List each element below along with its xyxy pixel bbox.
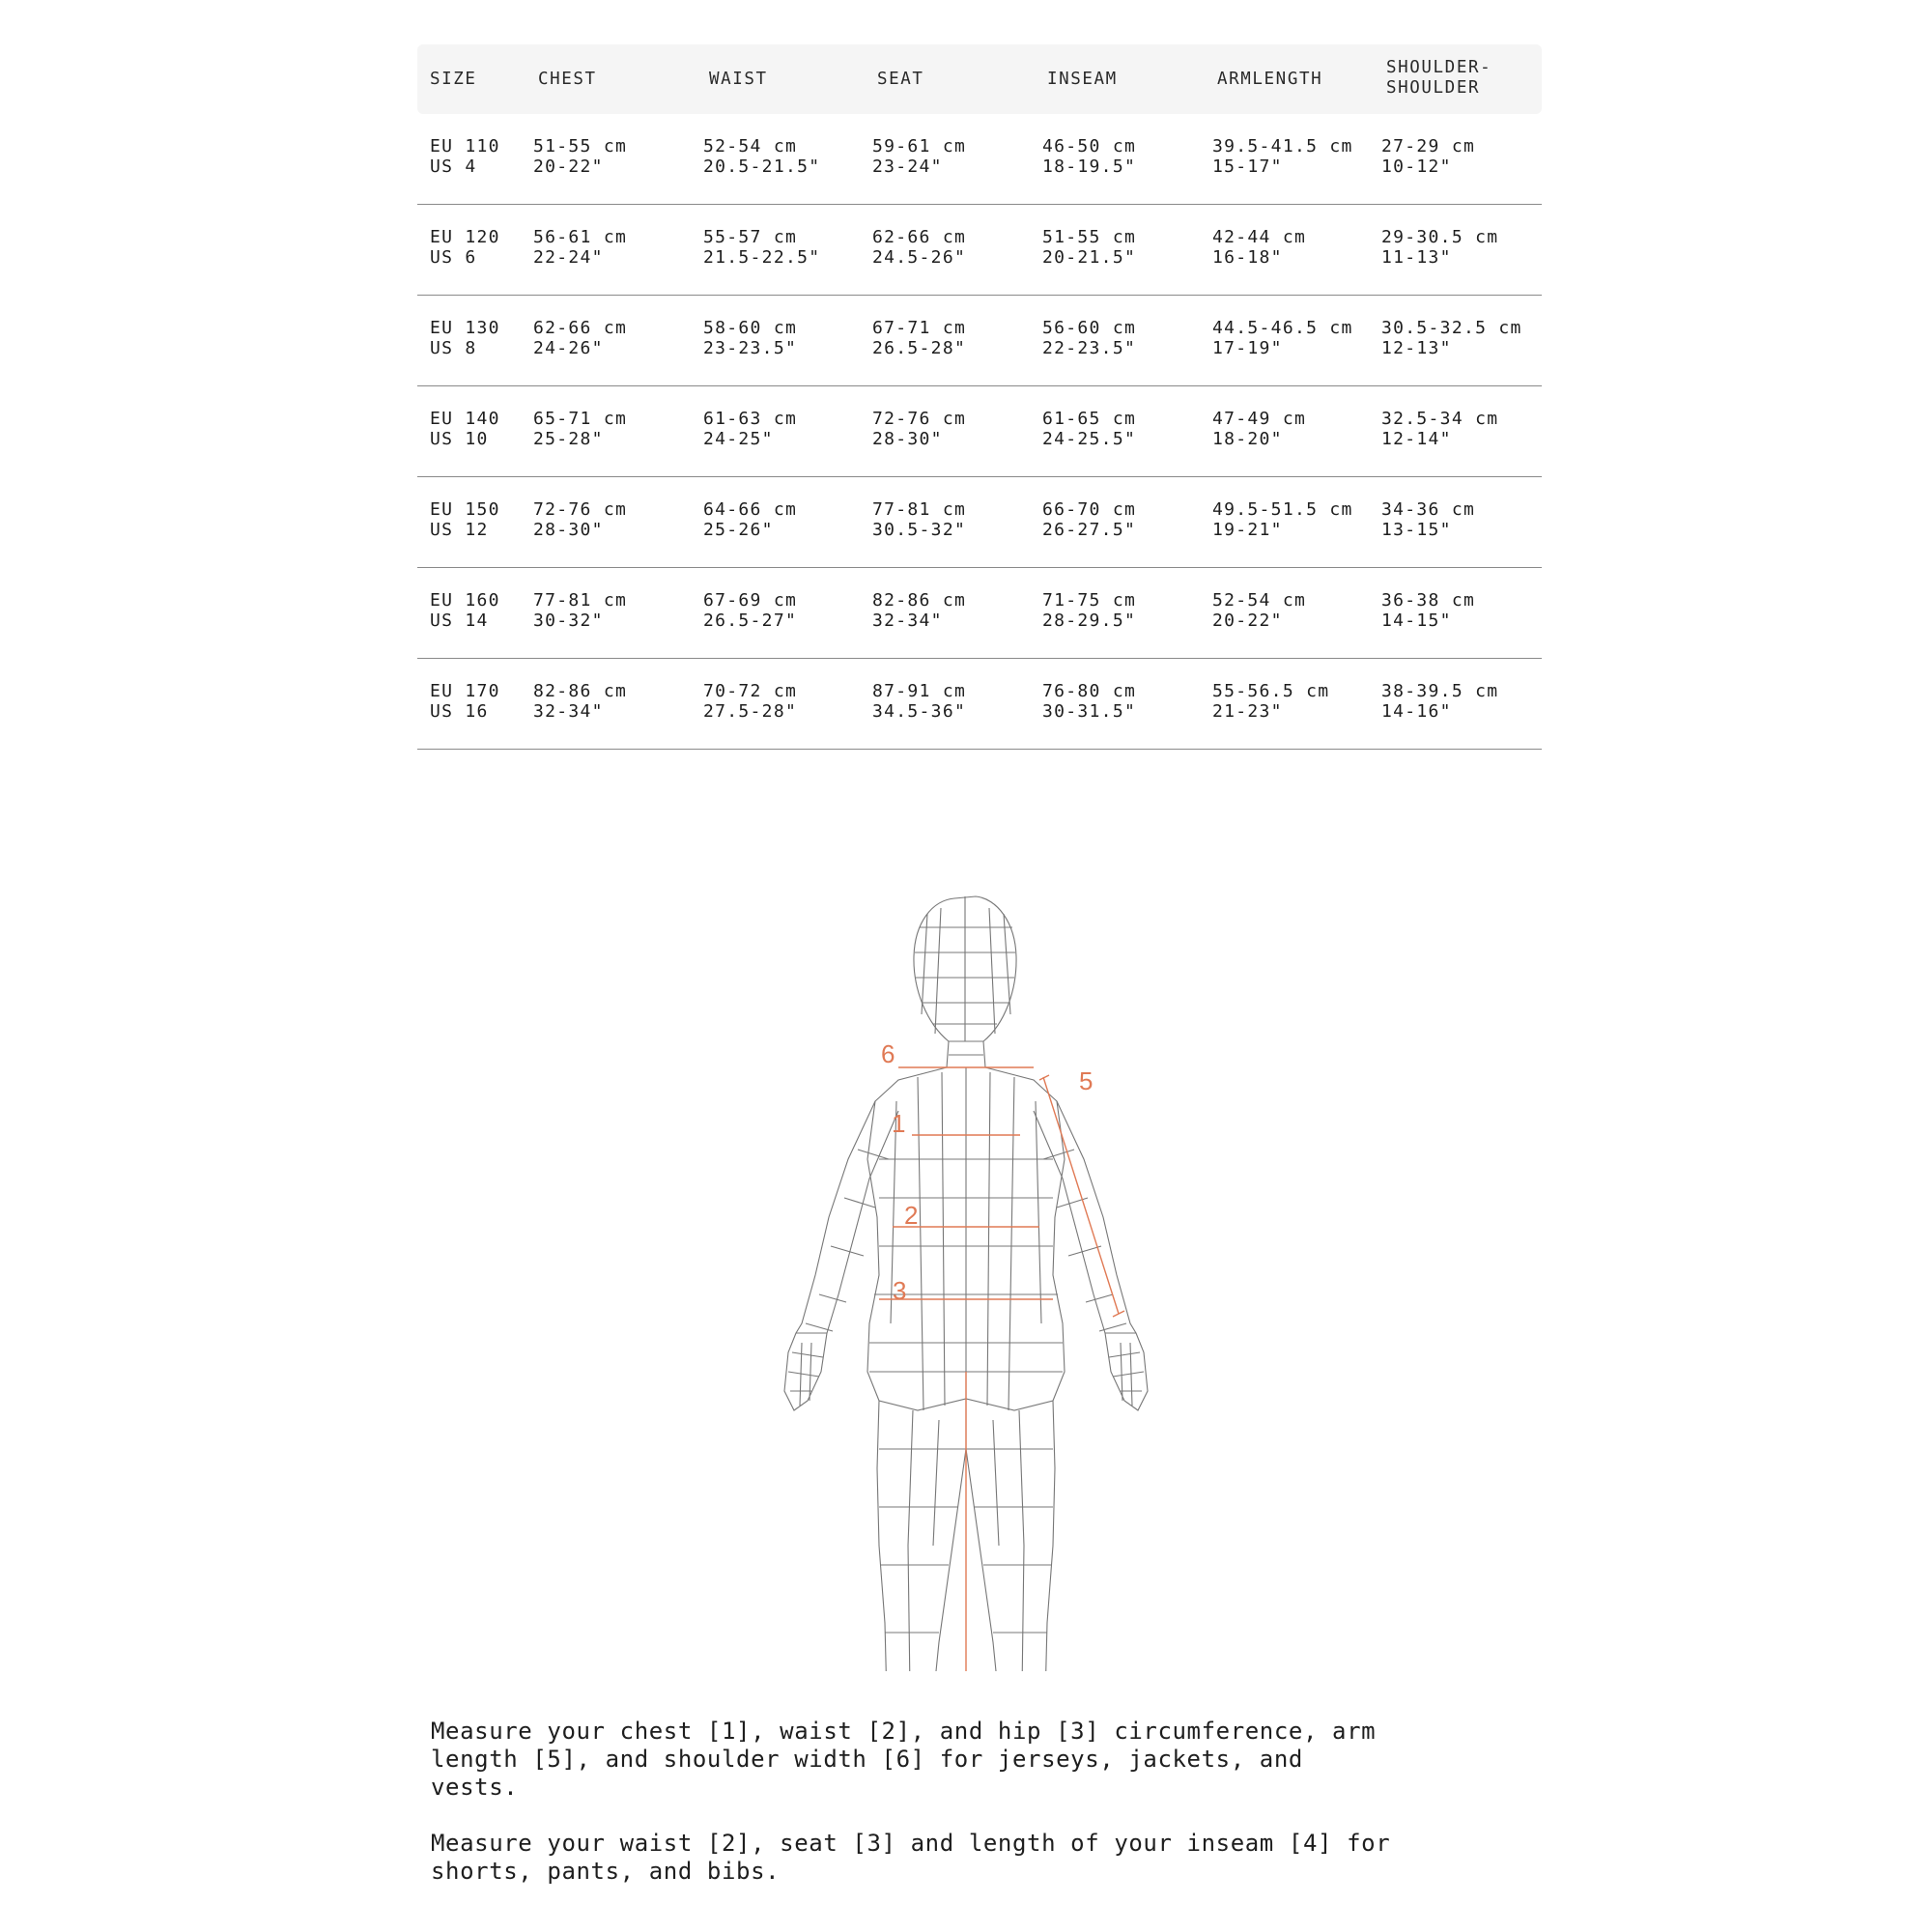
cell-value-metric: 59-61 cm: [872, 136, 967, 156]
cell-value-metric: 55-57 cm: [703, 227, 798, 247]
column-header: [430, 70, 477, 90]
cell-value-metric: 34-36 cm: [1381, 499, 1476, 520]
cell-value-imperial: 32-34": [872, 611, 943, 631]
instructions-tops: Measure your chest [1], waist [2], and hip [3] circumference, arm length [5], and shoulder width [6] for jerseys, jackets, and vests.: [431, 1718, 1377, 1801]
column-header-line: SEAT: [877, 70, 924, 89]
cell-value-imperial: 26-27.5": [1042, 520, 1137, 540]
table-cell: [1381, 136, 1475, 177]
cell-value-imperial: 12-14": [1381, 429, 1452, 449]
cell-value-metric: EU 110: [430, 136, 500, 156]
column-header-line: WAIST: [709, 70, 768, 89]
table-row: [417, 477, 1542, 568]
cell-value-metric: 72-76 cm: [533, 499, 628, 520]
cell-value-imperial: 20-22": [533, 156, 604, 177]
cell-value-metric: 56-61 cm: [533, 227, 628, 247]
cell-value-imperial: 28-29.5": [1042, 611, 1137, 631]
cell-value-metric: 77-81 cm: [533, 590, 628, 611]
table-row: [417, 114, 1542, 205]
column-header: [877, 70, 924, 90]
cell-value-imperial: US 12: [430, 520, 489, 540]
table-cell: [1212, 499, 1353, 540]
table-cell: [533, 227, 627, 268]
table-cell: [1212, 681, 1329, 722]
table-cell: [1381, 409, 1498, 449]
cell-value-imperial: 24.5-26": [872, 247, 967, 268]
table-cell: [872, 227, 966, 268]
table-cell: [1042, 499, 1136, 540]
cell-value-metric: 77-81 cm: [872, 499, 967, 520]
cell-value-metric: 70-72 cm: [703, 681, 798, 701]
cell-value-metric: 58-60 cm: [703, 318, 798, 338]
table-cell: [1042, 136, 1136, 177]
cell-value-imperial: 20-21.5": [1042, 247, 1137, 268]
column-header: [1217, 70, 1322, 90]
cell-value-imperial: 24-26": [533, 338, 604, 358]
cell-value-imperial: 25-26": [703, 520, 774, 540]
table-row: [417, 205, 1542, 296]
table-cell: [533, 318, 627, 358]
cell-value-imperial: 19-21": [1212, 520, 1283, 540]
cell-value-metric: 52-54 cm: [703, 136, 798, 156]
table-cell: [872, 318, 966, 358]
cell-value-imperial: 16-18": [1212, 247, 1283, 268]
cell-value-imperial: 15-17": [1212, 156, 1283, 177]
cell-value-imperial: US 16: [430, 701, 489, 722]
table-cell: [703, 590, 797, 631]
cell-value-metric: 52-54 cm: [1212, 590, 1307, 611]
table-cell: [703, 318, 797, 358]
cell-value-metric: 64-66 cm: [703, 499, 798, 520]
table-cell: [1381, 681, 1498, 722]
cell-value-imperial: 20.5-21.5": [703, 156, 821, 177]
table-cell: [533, 409, 627, 449]
table-cell: [430, 499, 500, 540]
body-measurement-figure: [734, 869, 1198, 1671]
table-header: [417, 44, 1542, 114]
cell-value-metric: 38-39.5 cm: [1381, 681, 1499, 701]
cell-value-imperial: 32-34": [533, 701, 604, 722]
cell-value-imperial: 11-13": [1381, 247, 1452, 268]
cell-value-metric: 76-80 cm: [1042, 681, 1137, 701]
cell-value-metric: 51-55 cm: [1042, 227, 1137, 247]
table-row: [417, 386, 1542, 477]
column-header: [1386, 58, 1492, 99]
table-cell: [430, 681, 500, 722]
cell-value-imperial: 18-20": [1212, 429, 1283, 449]
cell-value-metric: 61-65 cm: [1042, 409, 1137, 429]
marker-2: 2: [904, 1201, 919, 1230]
cell-value-imperial: US 6: [430, 247, 477, 268]
table-cell: [1212, 409, 1306, 449]
cell-value-metric: 49.5-51.5 cm: [1212, 499, 1353, 520]
mannequin-diagram: [734, 869, 1198, 1671]
cell-value-metric: 29-30.5 cm: [1381, 227, 1499, 247]
cell-value-metric: 67-71 cm: [872, 318, 967, 338]
cell-value-metric: EU 160: [430, 590, 500, 611]
table-cell: [1212, 590, 1306, 631]
table-row: [417, 296, 1542, 386]
table-cell: [430, 136, 500, 177]
table-cell: [430, 227, 500, 268]
cell-value-imperial: 17-19": [1212, 338, 1283, 358]
cell-value-imperial: 26.5-27": [703, 611, 798, 631]
table-cell: [1042, 409, 1136, 449]
cell-value-imperial: 27.5-28": [703, 701, 798, 722]
table-cell: [1042, 590, 1136, 631]
cell-value-imperial: 25-28": [533, 429, 604, 449]
cell-value-metric: 42-44 cm: [1212, 227, 1307, 247]
cell-value-metric: EU 140: [430, 409, 500, 429]
cell-value-metric: 44.5-46.5 cm: [1212, 318, 1353, 338]
table-cell: [533, 136, 627, 177]
table-cell: [872, 409, 966, 449]
column-header: [1047, 70, 1118, 90]
cell-value-imperial: 30.5-32": [872, 520, 967, 540]
table-cell: [703, 409, 797, 449]
table-row: [417, 659, 1542, 750]
marker-6: 6: [881, 1039, 895, 1068]
cell-value-imperial: 24-25": [703, 429, 774, 449]
cell-value-metric: EU 150: [430, 499, 500, 520]
cell-value-imperial: 30-32": [533, 611, 604, 631]
table-cell: [872, 136, 966, 177]
cell-value-metric: 65-71 cm: [533, 409, 628, 429]
cell-value-metric: 47-49 cm: [1212, 409, 1307, 429]
cell-value-metric: 72-76 cm: [872, 409, 967, 429]
cell-value-imperial: 21-23": [1212, 701, 1283, 722]
cell-value-imperial: 12-13": [1381, 338, 1452, 358]
table-cell: [430, 318, 500, 358]
table-cell: [703, 499, 797, 540]
table-cell: [872, 499, 966, 540]
cell-value-imperial: 18-19.5": [1042, 156, 1137, 177]
cell-value-metric: 55-56.5 cm: [1212, 681, 1330, 701]
measurement-instructions: [431, 1718, 1397, 1914]
cell-value-imperial: 34.5-36": [872, 701, 967, 722]
cell-value-metric: 46-50 cm: [1042, 136, 1137, 156]
cell-value-imperial: 28-30": [872, 429, 943, 449]
cell-value-metric: 51-55 cm: [533, 136, 628, 156]
cell-value-metric: 32.5-34 cm: [1381, 409, 1499, 429]
column-header-line: SHOULDER: [1386, 78, 1481, 98]
marker-3: 3: [893, 1276, 907, 1305]
cell-value-imperial: US 4: [430, 156, 477, 177]
table-cell: [430, 590, 500, 631]
column-header-line: ARMLENGTH: [1217, 70, 1323, 89]
cell-value-metric: EU 120: [430, 227, 500, 247]
cell-value-metric: EU 170: [430, 681, 500, 701]
table-cell: [872, 590, 966, 631]
table-cell: [1381, 227, 1498, 268]
cell-value-imperial: 26.5-28": [872, 338, 967, 358]
size-chart-table: [417, 44, 1542, 750]
table-cell: [872, 681, 966, 722]
table-cell: [533, 681, 627, 722]
cell-value-metric: EU 130: [430, 318, 500, 338]
cell-value-metric: 36-38 cm: [1381, 590, 1476, 611]
cell-value-imperial: 13-15": [1381, 520, 1452, 540]
cell-value-imperial: 23-23.5": [703, 338, 798, 358]
cell-value-imperial: 24-25.5": [1042, 429, 1137, 449]
table-cell: [1381, 499, 1475, 540]
cell-value-metric: 87-91 cm: [872, 681, 967, 701]
cell-value-imperial: US 14: [430, 611, 489, 631]
cell-value-metric: 66-70 cm: [1042, 499, 1137, 520]
table-cell: [1212, 227, 1306, 268]
cell-value-metric: 82-86 cm: [533, 681, 628, 701]
cell-value-metric: 30.5-32.5 cm: [1381, 318, 1522, 338]
column-header-line: SHOULDER-: [1386, 58, 1492, 77]
cell-value-imperial: 28-30": [533, 520, 604, 540]
cell-value-metric: 61-63 cm: [703, 409, 798, 429]
table-cell: [1381, 318, 1522, 358]
table-row: [417, 568, 1542, 659]
instructions-bottoms: Measure your waist [2], seat [3] and length of your inseam [4] for shorts, pants, and bibs.: [431, 1830, 1391, 1885]
cell-value-metric: 67-69 cm: [703, 590, 798, 611]
column-header-line: SIZE: [430, 70, 477, 89]
marker-1: 1: [892, 1109, 906, 1138]
table-cell: [1042, 227, 1136, 268]
table-body: [417, 114, 1542, 750]
table-cell: [1212, 136, 1353, 177]
column-header-line: CHEST: [538, 70, 597, 89]
cell-value-imperial: 23-24": [872, 156, 943, 177]
table-cell: [703, 681, 797, 722]
table-cell: [1042, 318, 1136, 358]
cell-value-imperial: 14-16": [1381, 701, 1452, 722]
table-cell: [1042, 681, 1136, 722]
cell-value-metric: 82-86 cm: [872, 590, 967, 611]
table-cell: [430, 409, 500, 449]
cell-value-imperial: 22-23.5": [1042, 338, 1137, 358]
column-header: [538, 70, 597, 90]
cell-value-imperial: 21.5-22.5": [703, 247, 821, 268]
cell-value-imperial: US 10: [430, 429, 489, 449]
table-cell: [533, 499, 627, 540]
column-header: [709, 70, 768, 90]
cell-value-imperial: US 8: [430, 338, 477, 358]
table-cell: [1212, 318, 1353, 358]
cell-value-metric: 62-66 cm: [533, 318, 628, 338]
cell-value-metric: 62-66 cm: [872, 227, 967, 247]
table-cell: [703, 227, 820, 268]
cell-value-imperial: 14-15": [1381, 611, 1452, 631]
cell-value-metric: 71-75 cm: [1042, 590, 1137, 611]
column-header-line: INSEAM: [1047, 70, 1118, 89]
table-cell: [703, 136, 820, 177]
cell-value-imperial: 30-31.5": [1042, 701, 1137, 722]
cell-value-metric: 27-29 cm: [1381, 136, 1476, 156]
cell-value-imperial: 22-24": [533, 247, 604, 268]
table-cell: [533, 590, 627, 631]
cell-value-metric: 39.5-41.5 cm: [1212, 136, 1353, 156]
measurement-lines: [879, 1067, 1124, 1671]
table-cell: [1381, 590, 1475, 631]
cell-value-imperial: 20-22": [1212, 611, 1283, 631]
cell-value-imperial: 10-12": [1381, 156, 1452, 177]
cell-value-metric: 56-60 cm: [1042, 318, 1137, 338]
marker-5: 5: [1079, 1066, 1094, 1095]
